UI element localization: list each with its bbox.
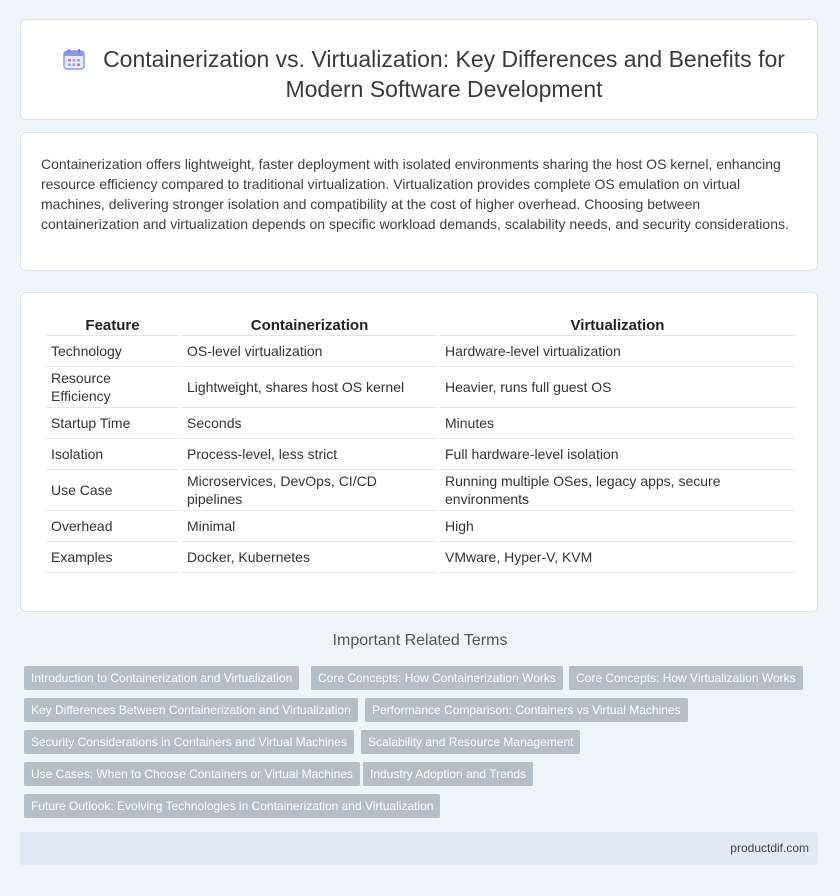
table-cell: Isolation — [46, 439, 179, 470]
related-term-tag[interactable]: Use Cases: When to Choose Containers or Virtual Machines — [24, 762, 360, 786]
related-term-tag[interactable]: Security Considerations in Containers and Virtual Machines — [24, 730, 354, 754]
table-cell: Hardware-level virtualization — [440, 336, 795, 367]
summary-card — [20, 132, 818, 271]
table-row — [46, 511, 795, 542]
table-cell: Microservices, DevOps, CI/CD pipelines — [182, 470, 437, 511]
related-term-tag[interactable]: Key Differences Between Containerization and Virtualization — [24, 698, 358, 722]
related-terms-heading: Important Related Terms — [332, 632, 508, 649]
table-row — [46, 336, 795, 367]
table-cell: Minimal — [182, 511, 437, 542]
table-cell: Resource Efficiency — [46, 367, 179, 408]
related-term-tag[interactable]: Core Concepts: How Containerization Works — [311, 666, 563, 690]
table-cell: Startup Time — [46, 408, 179, 439]
table-cell: Full hardware-level isolation — [440, 439, 795, 470]
comparison-card — [20, 292, 818, 612]
page-title: Containerization vs. Virtualization: Key Differences and Benefits for Modern Software Development — [103, 46, 785, 102]
table-row — [46, 470, 795, 511]
table-cell: Lightweight, shares host OS kernel — [182, 367, 437, 408]
table-cell: Minutes — [440, 408, 795, 439]
footer — [20, 832, 818, 865]
related-term-tag[interactable]: Industry Adoption and Trends — [363, 762, 533, 786]
table-cell: Examples — [46, 542, 179, 573]
related-term-tag[interactable]: Future Outlook: Evolving Technologies in Containerization and Virtualization — [24, 794, 440, 818]
table-cell: OS-level virtualization — [182, 336, 437, 367]
table-cell: Use Case — [46, 470, 179, 511]
table-row — [46, 367, 795, 408]
table-header-row — [46, 315, 795, 336]
comparison-table — [43, 315, 798, 573]
title-card — [20, 19, 818, 120]
footer-site-link[interactable]: productdif.com — [730, 841, 809, 855]
table-cell: Docker, Kubernetes — [182, 542, 437, 573]
table-row — [46, 439, 795, 470]
table-cell: Overhead — [46, 511, 179, 542]
table-cell: Technology — [46, 336, 179, 367]
table-cell: Running multiple OSes, legacy apps, secure environments — [440, 470, 795, 511]
table-cell: Process-level, less strict — [182, 439, 437, 470]
related-term-tag[interactable]: Scalability and Resource Management — [361, 730, 580, 754]
table-cell: High — [440, 511, 795, 542]
column-header-feature: Feature — [46, 315, 179, 336]
table-cell: VMware, Hyper-V, KVM — [440, 542, 795, 573]
related-term-tag[interactable]: Core Concepts: How Virtualization Works — [569, 666, 803, 690]
table-cell: Seconds — [182, 408, 437, 439]
summary-text: Containerization offers lightweight, faster deployment with isolated environments sharing the host OS kernel, enhancing resource efficiency compared to traditional virtualization. Virtualization provides complete OS emulation on virtual machines, delivering stronger isolation and compatibility at the cost of higher overhead. Choosing between containerization and virtualization depends on specific workload demands, scalability needs, and security considerations. — [41, 156, 789, 232]
column-header-containerization: Containerization — [182, 315, 437, 336]
table-row — [46, 542, 795, 573]
table-row — [46, 408, 795, 439]
column-header-virtualization: Virtualization — [440, 315, 795, 336]
table-cell: Heavier, runs full guest OS — [440, 367, 795, 408]
related-term-tag[interactable]: Performance Comparison: Containers vs Virtual Machines — [365, 698, 688, 722]
related-term-tag[interactable]: Introduction to Containerization and Virtualization — [24, 666, 299, 690]
